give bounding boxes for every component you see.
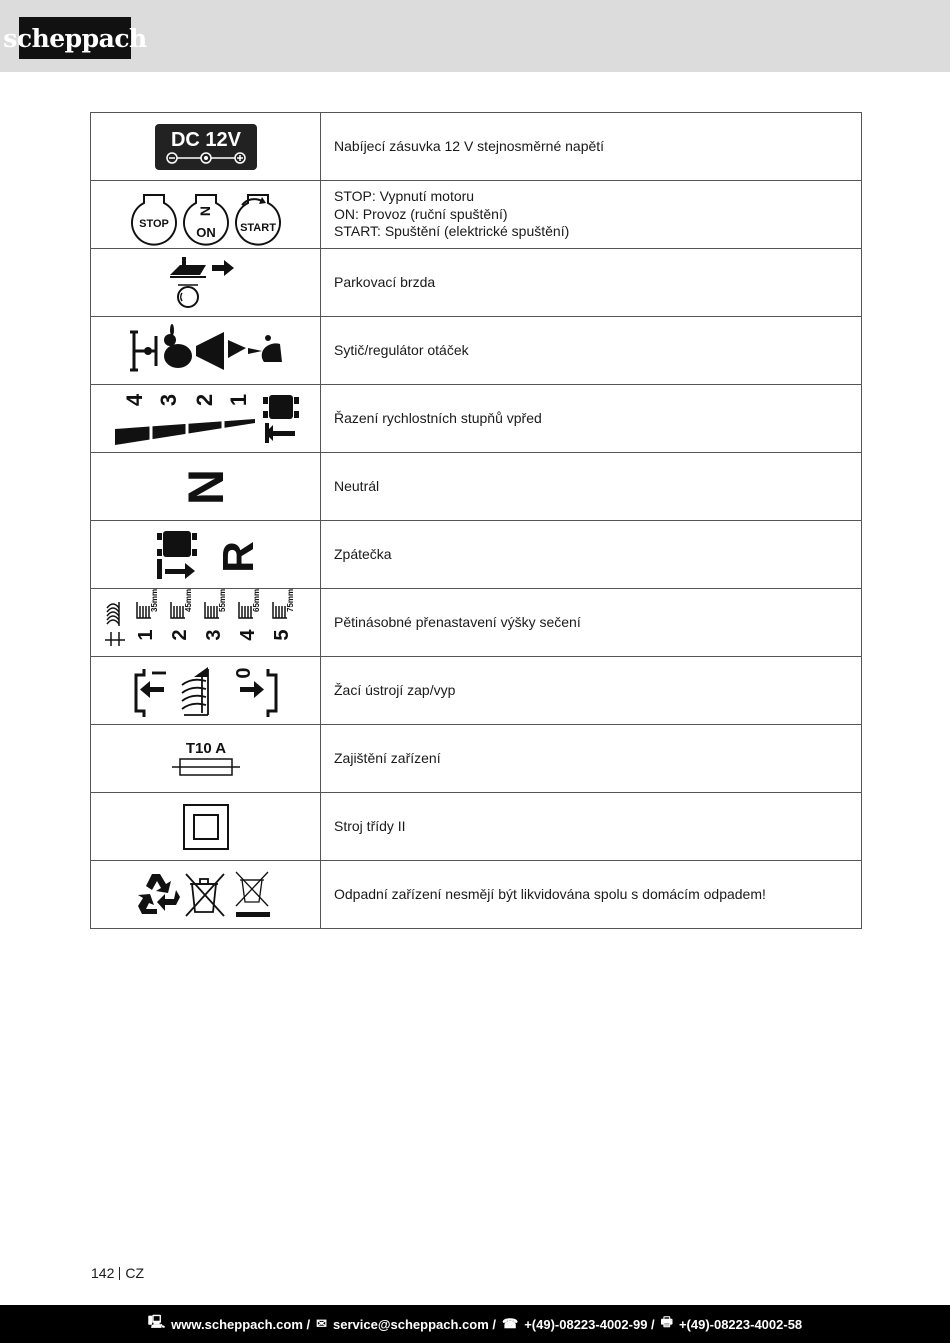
crossed-bin-bar-icon <box>236 872 268 906</box>
level-1-label: 1 <box>134 628 157 641</box>
height-35-label: 35mm <box>149 588 159 612</box>
fax-number: +(49)-08223-4002-58 <box>678 1316 803 1332</box>
fuse-label: T10 A <box>185 739 226 757</box>
table-row <box>91 113 861 181</box>
ignition-switch-icon <box>130 185 282 245</box>
brand-logo: scheppach <box>19 17 131 59</box>
n-label: N <box>196 205 213 216</box>
description-cell <box>321 181 861 248</box>
table-row <box>91 861 861 929</box>
icon-cell <box>91 181 321 248</box>
dc-label: DC 12V <box>170 128 241 151</box>
icon-cell <box>91 249 321 316</box>
table-row <box>91 317 861 385</box>
table-row <box>91 521 861 589</box>
description-cell <box>321 113 861 180</box>
mower-deck-switch-icon <box>128 663 284 719</box>
level-4-label: 4 <box>236 628 259 641</box>
dc-12v-socket-icon <box>154 123 258 171</box>
choke-throttle-icon <box>128 326 284 376</box>
stop-label: STOP <box>138 217 169 230</box>
page-language: CZ <box>125 1265 145 1281</box>
page-number-value: 142 <box>91 1265 115 1281</box>
description-cell <box>321 657 861 724</box>
separator <box>119 1267 120 1280</box>
off-symbol-label: 0 <box>232 666 255 679</box>
height-65-label: 65mm <box>251 588 261 612</box>
table-row <box>91 385 861 453</box>
description-text: Pětinásobné přenastavení výšky sečení <box>334 613 581 630</box>
phone-icon: ☎ <box>502 1316 519 1331</box>
description-cell <box>321 453 861 520</box>
description-text: ON: Provoz (ruční spuštění) <box>334 205 508 222</box>
icon-cell <box>91 113 321 180</box>
description-cell <box>321 861 861 928</box>
cutting-height-icon <box>103 588 309 648</box>
description-text: Řazení rychlostních stupňů vpřed <box>334 409 542 426</box>
description-cell <box>321 725 861 792</box>
table-row <box>91 589 861 657</box>
computer-icon: 🖳 <box>147 1314 166 1329</box>
table-row <box>91 793 861 861</box>
description-text: Zpátečka <box>334 545 392 562</box>
table-row <box>91 181 861 249</box>
icon-cell <box>91 385 321 452</box>
gear-4-label: 4 <box>121 393 147 406</box>
icon-cell <box>91 657 321 724</box>
phone-number: +(49)-08223-4002-99 / <box>524 1316 655 1332</box>
level-3-label: 3 <box>202 628 225 641</box>
description-text: Sytič/regulátor otáček <box>334 341 469 358</box>
website-link[interactable]: www.scheppach.com / <box>171 1316 311 1332</box>
parking-brake-icon <box>166 255 246 311</box>
description-text: Stroj třídy II <box>334 817 406 834</box>
description-text: Odpadní zařízení nesmějí být likvidována spolu s domácím odpadem! <box>334 885 766 902</box>
neutral-icon <box>177 462 234 512</box>
table-row <box>91 453 861 521</box>
icon-cell <box>91 725 321 792</box>
symbol-table <box>90 112 862 929</box>
on-label: ON <box>195 224 216 240</box>
description-cell <box>321 521 861 588</box>
reverse-label: R <box>213 540 263 573</box>
icon-cell <box>91 453 321 520</box>
description-cell <box>321 385 861 452</box>
protection-class-2-icon <box>181 802 231 852</box>
fuse-icon <box>170 739 242 779</box>
description-cell <box>321 589 861 656</box>
description-text: Parkovací brzda <box>334 273 436 290</box>
icon-cell <box>91 861 321 928</box>
page-header <box>0 0 950 72</box>
description-cell <box>321 249 861 316</box>
disposal-icons <box>136 870 276 920</box>
mail-icon: ✉ <box>316 1316 328 1331</box>
description-cell <box>321 793 861 860</box>
height-75-label: 75mm <box>285 588 295 612</box>
height-45-label: 45mm <box>183 588 193 612</box>
page-footer <box>0 1305 950 1343</box>
description-text: Zajištění zařízení <box>334 749 441 766</box>
forward-gears-icon <box>111 391 301 447</box>
level-5-label: 5 <box>270 628 293 641</box>
start-label: START <box>239 221 276 234</box>
description-text: STOP: Vypnutí motoru <box>334 188 475 205</box>
page-number <box>91 1265 144 1281</box>
gear-2-label: 2 <box>191 393 217 406</box>
description-text: Nabíjecí zásuvka 12 V stejnosměrné napětí <box>334 137 605 154</box>
gear-3-label: 3 <box>155 393 181 406</box>
table-row <box>91 657 861 725</box>
icon-cell <box>91 521 321 588</box>
fax-icon: 🖶 <box>660 1314 673 1329</box>
description-text: Žací ústrojí zap/vyp <box>334 681 456 698</box>
crossed-bin-icon <box>186 874 224 916</box>
description-text: START: Spuštění (elektrické spuštění) <box>334 223 570 240</box>
description-text: Neutrál <box>334 477 380 494</box>
icon-cell <box>91 317 321 384</box>
icon-cell <box>91 589 321 656</box>
recycling-icon <box>138 874 180 914</box>
table-row <box>91 725 861 793</box>
email-link[interactable]: service@scheppach.com / <box>333 1316 496 1332</box>
reverse-icon <box>151 527 261 583</box>
on-symbol-label: I <box>148 669 171 676</box>
icon-cell <box>91 793 321 860</box>
neutral-label: N <box>177 468 234 505</box>
height-55-label: 55mm <box>217 588 227 612</box>
level-2-label: 2 <box>168 628 191 641</box>
description-cell <box>321 317 861 384</box>
table-row <box>91 249 861 317</box>
gear-1-label: 1 <box>225 393 251 406</box>
